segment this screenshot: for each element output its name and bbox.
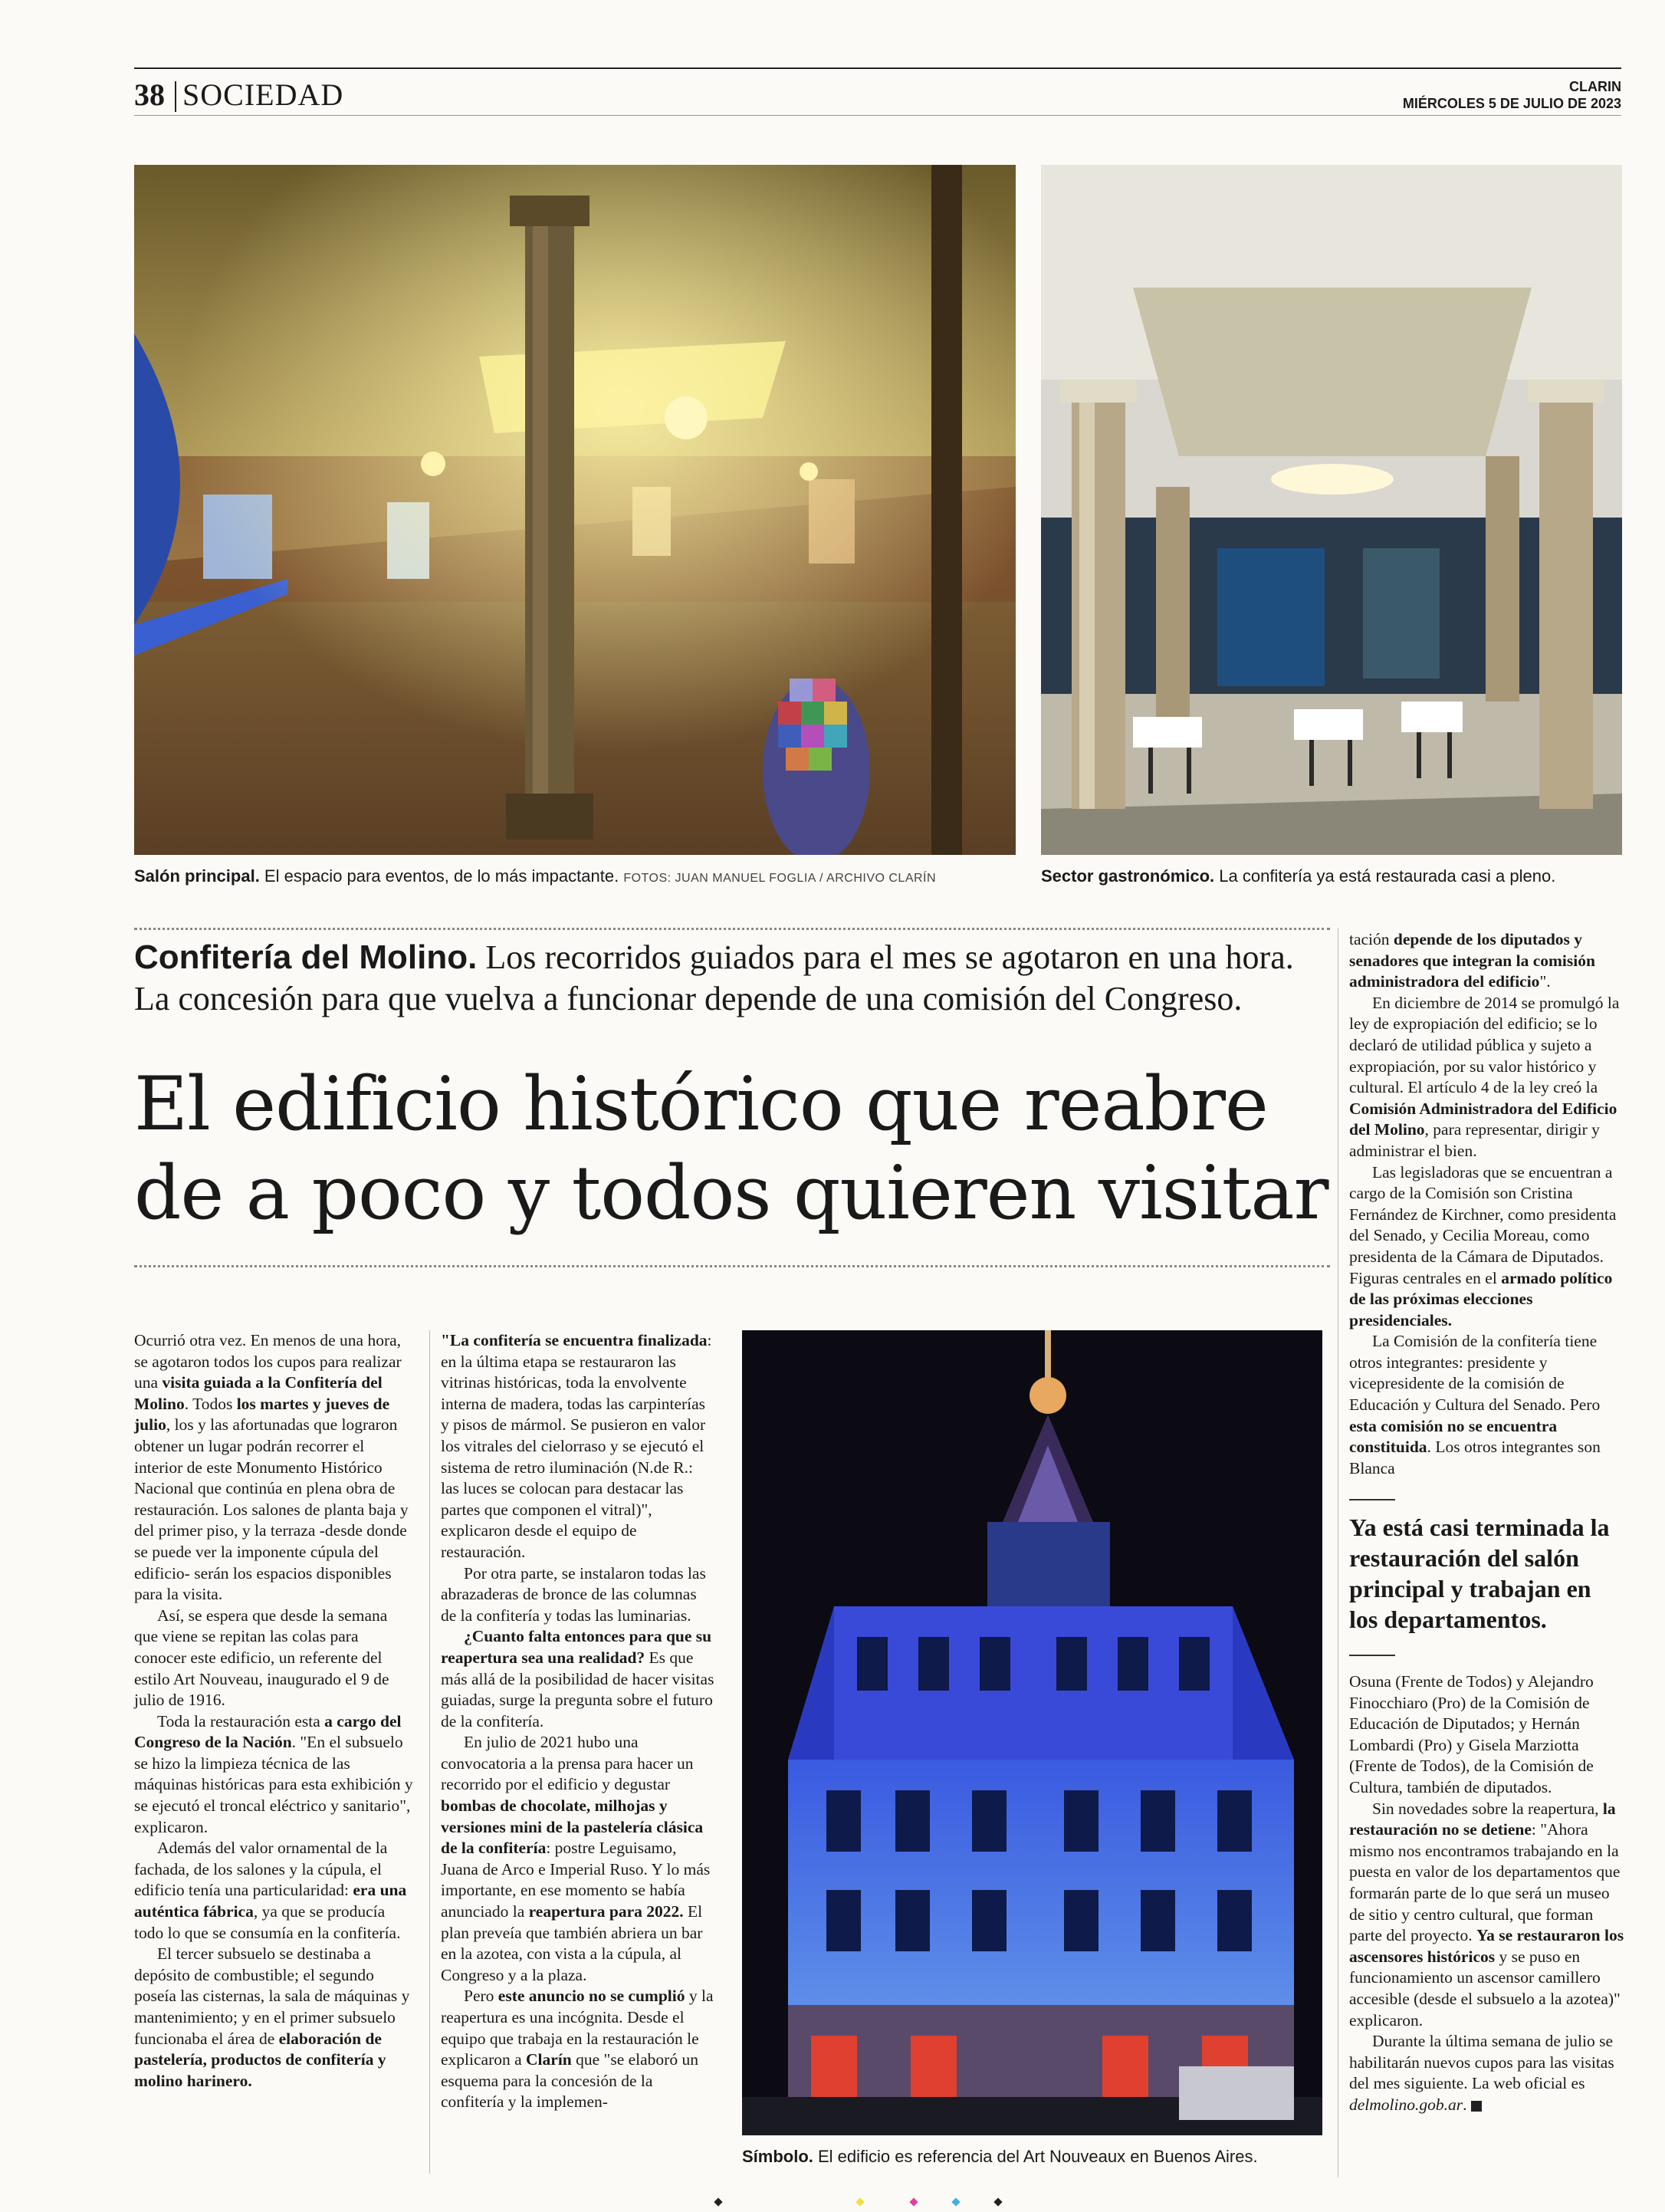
- body-paragraph: El tercer subsuelo se destinaba a depósito de combustible; el segundo poseía las cisternas, la sala de máquinas y mantenimiento; y en el primer subsuelo funcionaba el área de elaboración de pastelería, productos de confitería y molino harinero.: [134, 1944, 410, 2090]
- article-column-4-continued: [1349, 1671, 1629, 2115]
- fachada-illustration: [742, 1330, 1322, 2135]
- header-bottom-rule: [134, 115, 1621, 116]
- body-paragraph: Las legisladoras que se encuentran a cargo de la Comisión son Cristina Fernández de Kirchner, como presidenta del Senado, y Cecilia Moreau, como presidenta de la Cámara de Diputados. Figuras centrales en el armado político de las próximas elecciones presidenciales.: [1349, 1162, 1617, 1330]
- headline-bottom-rule: [134, 1265, 1330, 1267]
- headline-line-1: El edificio histórico que reabre: [134, 1061, 1268, 1147]
- article-kicker: [134, 937, 1330, 1020]
- caption-fachada: [742, 2147, 1332, 2167]
- article-headline: [134, 1060, 1330, 1237]
- caption-gastronomico-text: La confitería ya está restaurada casi a pleno.: [1214, 866, 1556, 886]
- registration-mark: [909, 2197, 918, 2206]
- publication-info: [1403, 78, 1621, 112]
- kicker-title: Confitería del Molino.: [134, 938, 478, 976]
- photo-sector-gastronomico: [1041, 165, 1622, 855]
- article-column-2: [441, 1330, 715, 2113]
- body-paragraph: Durante la última semana de julio se habilitarán nuevos cupos para las visitas del mes siguiente. La web oficial es delmolino.gob.ar.: [1349, 2032, 1614, 2114]
- caption-gastronomico-title: Sector gastronómico.: [1041, 866, 1215, 886]
- body-paragraph: Por otra parte, se instalaron todas las abrazaderas de bronce de las columnas de la confitería y todas las luminarias.: [441, 1563, 706, 1625]
- body-paragraph: Así, se espera que desde la semana que viene se repitan las colas para conocer este edificio, un referente del estilo Art Nouveau, inaugurado el 9 de julio de 1916.: [134, 1606, 389, 1710]
- kicker-top-rule: [134, 928, 1330, 930]
- body-paragraph: ¿Cuanto falta entonces para que su reapertura sea una realidad? Es que más allá de la posibilidad de hacer visitas guiadas, surge la pregunta sobre el futuro de la confitería.: [441, 1627, 714, 1730]
- end-mark: [1471, 2101, 1482, 2112]
- photo-fachada-nocturna: [742, 1330, 1322, 2135]
- body-paragraph: La Comisión de la confitería tiene otros integrantes: presidente y vicepresidente de la comisión de Educación y Cultura del Senado. Pero esta comisión no se encuentra constituida. Los otros integrantes son Blanca: [1349, 1332, 1601, 1477]
- article-column-1: [134, 1330, 414, 2092]
- publication-name: CLARIN: [1569, 79, 1621, 94]
- kicker-text-1: Los recorridos guiados para el mes se agotaron en una hora.: [477, 938, 1294, 976]
- pull-quote-rule-bottom: [1349, 1655, 1395, 1656]
- body-paragraph: En julio de 2021 hubo una convocatoria a la prensa para hacer un recorrido por el edificio y degustar bombas de chocolate, milhojas y versiones mini de la pastelería clásica de la confitería: postre Leguisamo, Juana de Arco e Imperial Ruso. Y lo más importante, en ese momento se había anunciado la reapertura para 2022. El plan preveía que también abriera un bar en la azotea, con vista a la cúpula, al Congreso y a la plaza.: [441, 1733, 711, 1984]
- registration-mark: [714, 2197, 722, 2206]
- header-separator: [175, 81, 176, 112]
- body-paragraph: Osuna (Frente de Todos) y Alejandro Finocchiaro (Pro) de la Comisión de Educación de Diputados; y Hernán Lombardi (Pro) y Gisela Marziotta (Frente de Todos), de la Comisión de Cultura, también de diputados.: [1349, 1672, 1594, 1796]
- headline-line-2: de a poco y todos quieren visitar: [134, 1150, 1328, 1236]
- caption-fachada-text: El edificio es referencia del Art Nouveaux en Buenos Aires.: [813, 2147, 1258, 2166]
- registration-mark: [855, 2197, 864, 2206]
- photo-credit: FOTOS: JUAN MANUEL FOGLIA / ARCHIVO CLARÍN: [623, 872, 937, 885]
- pull-quote-rule-top: [1349, 1499, 1395, 1500]
- body-paragraph: Además del valor ornamental de la fachada, de los salones y la cúpula, el edificio tenía una particularidad: era una auténtica fábrica, ya que se producía todo lo que se consumía en la confitería.: [134, 1839, 407, 1942]
- body-paragraph: Toda la restauración esta a cargo del Congreso de la Nación. "En el subsuelo se hizo la limpieza técnica de las máquinas históricas para esta exhibición y se ejecutó el troncal eléctrico y sanitario", explicaron.: [134, 1711, 413, 1836]
- kicker-line-1: [134, 937, 1330, 978]
- caption-gastronomico: [1041, 866, 1624, 886]
- registration-mark: [951, 2197, 960, 2206]
- section-name: SOCIEDAD: [182, 77, 344, 112]
- registration-mark: [993, 2197, 1002, 2206]
- caption-salon-title: Salón principal.: [134, 866, 260, 886]
- salon-illustration: [134, 165, 1016, 855]
- gastronomico-illustration: [1041, 165, 1622, 855]
- publication-date: MIÉRCOLES 5 DE JULIO DE 2023: [1402, 96, 1621, 111]
- header-rule: [134, 67, 1621, 69]
- body-paragraph: Ocurrió otra vez. En menos de una hora, se agotaron todos los cupos para realizar una visita guiada a la Confitería del Molino. Todos los martes y jueves de julio, los y las afortunadas que lograron obtener un lugar podrán recorrer el interior de este Monumento Histórico Nacional que continúa en plena obra de restauración. Los salones de planta baja y del primer piso, y la terraza -desde donde se puede ver la imponente cúpula del edificio- serán los espacios disponibles para la visita.: [134, 1331, 409, 1604]
- caption-fachada-title: Símbolo.: [742, 2147, 813, 2166]
- pull-quote: Ya está casi terminada la restauración del salón principal y trabajan en los departamentos.: [1349, 1514, 1610, 1633]
- article-column-4: [1349, 929, 1629, 1479]
- page-number: 38: [134, 77, 165, 112]
- caption-salon-text: El espacio para eventos, de lo más impactante.: [259, 866, 619, 886]
- photo-salon-principal: [134, 165, 1016, 855]
- column-divider: [429, 1330, 430, 2174]
- caption-salon: [134, 866, 1023, 886]
- body-paragraph: Sin novedades sobre la reapertura, la restauración no se detiene: "Ahora mismo nos encontramos trabajando en la puesta en valor de los departamentos que formarán parte de lo que será un museo de sitio y centro cultural, que forman parte del proyecto. Ya se restauraron los ascensores históricos y se puso en funcionamiento un ascensor camillero accesible (desde el subsuelo a la azotea)" explicaron.: [1349, 1799, 1624, 2030]
- body-paragraph: tación depende de los diputados y senadores que integran la comisión administradora del edificio".: [1349, 930, 1595, 991]
- body-paragraph: Pero este anuncio no se cumplió y la reapertura es una incógnita. Desde el equipo que trabaja en la restauración le explicaron a Clarín que "se elaboró un esquema para la concesión de la confitería y la implemen-: [441, 1987, 714, 2112]
- body-paragraph: En diciembre de 2014 se promulgó la ley de expropiación del edificio; se lo declaró de utilidad pública y sujeto a expropiación, por su valor histórico y cultural. El artículo 4 de la ley creó la Comisión Administradora del Edificio del Molino, para representar, dirigir y administrar el bien.: [1349, 993, 1620, 1160]
- kicker-line-2: La concesión para que vuelva a funcionar depende de una comisión del Congreso.: [134, 980, 1243, 1017]
- body-paragraph: "La confitería se encuentra finalizada: en la última etapa se restauraron las vitrinas históricas, toda la envolvente interna de madera, todas las carpinterías y pisos de mármol. Se pusieron en valor los vitrales del cielorraso y se ejecutó el sistema de retro iluminación (N.de R.: las luces se colocan para destacar las partes que componen el vitral)", explicaron desde el equipo de restauración.: [441, 1331, 712, 1561]
